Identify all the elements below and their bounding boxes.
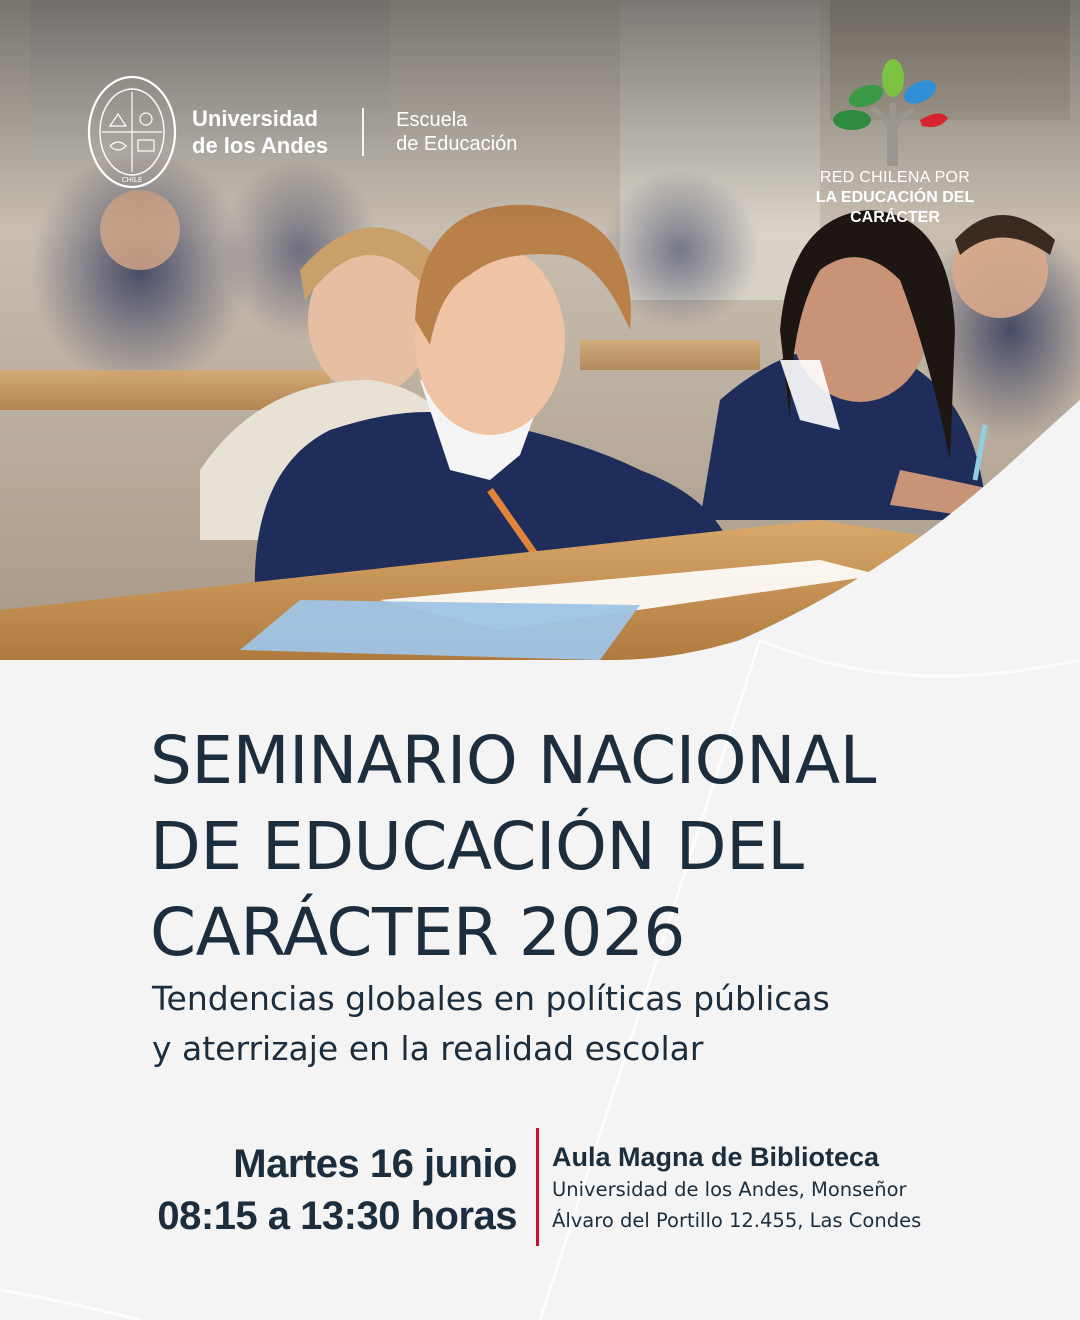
event-datetime bbox=[157, 1138, 517, 1242]
venue-address-line2: Álvaro del Portillo 12.455, Las Condes bbox=[552, 1209, 922, 1232]
event-title-line2: DE EDUCACIÓN DEL bbox=[150, 808, 804, 885]
university-name bbox=[192, 105, 328, 159]
venue-address-line1: Universidad de los Andes, Monseñor bbox=[552, 1178, 907, 1201]
character-tree-icon bbox=[830, 58, 960, 168]
venue-name: Aula Magna de Biblioteca bbox=[552, 1142, 880, 1172]
event-subtitle-line1: Tendencias globales en políticas públicas bbox=[152, 979, 830, 1018]
university-logo bbox=[86, 72, 517, 192]
network-logo bbox=[770, 58, 1020, 228]
university-name-line2: de los Andes bbox=[192, 133, 329, 158]
logo-divider bbox=[362, 108, 364, 156]
university-seal-icon bbox=[86, 74, 178, 190]
event-title-line3: CARÁCTER 2026 bbox=[150, 894, 685, 971]
event-subtitle bbox=[152, 974, 1032, 1074]
seal-bottom-text: CHILE bbox=[121, 176, 143, 184]
event-venue bbox=[552, 1140, 1052, 1236]
event-title bbox=[150, 718, 1050, 976]
network-name-line1: RED CHILENA POR bbox=[819, 169, 971, 186]
event-time: 08:15 a 13:30 horas bbox=[157, 1194, 517, 1238]
event-title-line1: SEMINARIO NACIONAL bbox=[150, 722, 876, 799]
network-name-line2: LA EDUCACIÓN DEL CARÁCTER bbox=[815, 189, 975, 226]
school-name bbox=[396, 108, 517, 156]
school-name-line2: de Educación bbox=[396, 133, 518, 155]
event-subtitle-line2: y aterrizaje en la realidad escolar bbox=[152, 1029, 704, 1068]
venue-address bbox=[552, 1174, 1052, 1236]
school-name-line1: Escuela bbox=[396, 109, 468, 131]
info-divider bbox=[536, 1128, 539, 1246]
university-name-line1: Universidad bbox=[192, 106, 318, 131]
event-date: Martes 16 junio bbox=[233, 1142, 517, 1186]
